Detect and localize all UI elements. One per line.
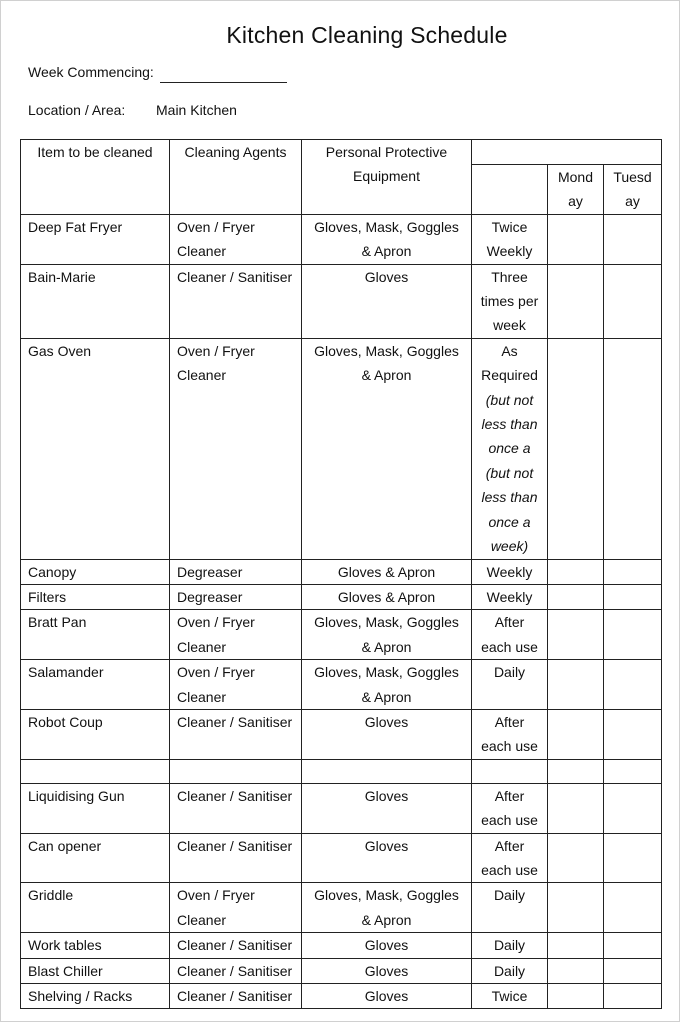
tuesday-cell[interactable]	[604, 584, 662, 609]
item-cell: Canopy	[21, 559, 170, 584]
monday-cell[interactable]	[548, 833, 604, 883]
frequency-cell: Daily	[472, 660, 548, 710]
frequency-cell: Weekly	[472, 584, 548, 609]
location-area-label: Location / Area:	[28, 102, 126, 118]
ppe-cell: Gloves, Mask, Goggles & Apron	[302, 883, 472, 933]
header-agents: Cleaning Agents	[170, 140, 302, 215]
monday-cell[interactable]	[548, 660, 604, 710]
table-row	[21, 264, 662, 338]
table-row	[21, 958, 662, 983]
table-row	[21, 833, 662, 883]
monday-cell[interactable]	[548, 783, 604, 833]
agent-cell: Cleaner / Sanitiser	[170, 709, 302, 759]
tuesday-cell[interactable]	[604, 264, 662, 338]
agent-cell: Cleaner / Sanitiser	[170, 984, 302, 1009]
table-row-blank	[21, 759, 662, 783]
page-title: Kitchen Cleaning Schedule	[226, 22, 508, 48]
ppe-cell: Gloves & Apron	[302, 559, 472, 584]
frequency-cell: After each use	[472, 783, 548, 833]
tuesday-cell[interactable]	[604, 984, 662, 1009]
item-cell: Deep Fat Fryer	[21, 214, 170, 264]
item-cell: Griddle	[21, 883, 170, 933]
agent-cell: Oven / Fryer Cleaner	[170, 338, 302, 559]
header-ppe: Personal Protective Equipment	[302, 140, 472, 215]
tuesday-cell[interactable]	[604, 833, 662, 883]
agent-cell: Cleaner / Sanitiser	[170, 958, 302, 983]
location-area-value: Main Kitchen	[156, 102, 237, 118]
ppe-cell: Gloves	[302, 933, 472, 958]
table-row	[21, 933, 662, 958]
monday-cell[interactable]	[548, 264, 604, 338]
agent-cell: Cleaner / Sanitiser	[170, 833, 302, 883]
ppe-cell: Gloves	[302, 984, 472, 1009]
frequency-cell: Weekly	[472, 559, 548, 584]
tuesday-cell[interactable]	[604, 559, 662, 584]
week-commencing-blank	[160, 66, 287, 83]
item-cell: Filters	[21, 584, 170, 609]
ppe-cell: Gloves & Apron	[302, 584, 472, 609]
agent-cell: Oven / Fryer Cleaner	[170, 610, 302, 660]
agent-cell: Oven / Fryer Cleaner	[170, 883, 302, 933]
header-row	[21, 140, 662, 165]
table-row	[21, 660, 662, 710]
monday-cell[interactable]	[548, 338, 604, 559]
table-row	[21, 984, 662, 1009]
item-cell: Bratt Pan	[21, 610, 170, 660]
frequency-cell: After each use	[472, 709, 548, 759]
monday-cell[interactable]	[548, 759, 604, 783]
frequency-cell: Daily	[472, 883, 548, 933]
header-item: Item to be cleaned	[21, 140, 170, 215]
frequency-cell: After each use	[472, 833, 548, 883]
frequency-cell: Twice	[472, 984, 548, 1009]
table-row	[21, 584, 662, 609]
monday-cell[interactable]	[548, 709, 604, 759]
ppe-cell[interactable]	[302, 759, 472, 783]
frequency-cell: Three times per week	[472, 264, 548, 338]
agent-cell: Cleaner / Sanitiser	[170, 264, 302, 338]
tuesday-cell[interactable]	[604, 933, 662, 958]
header-frequency	[472, 165, 548, 215]
table-row	[21, 214, 662, 264]
ppe-cell: Gloves, Mask, Goggles & Apron	[302, 610, 472, 660]
frequency-cell: Daily	[472, 933, 548, 958]
ppe-cell: Gloves	[302, 709, 472, 759]
agent-cell[interactable]	[170, 759, 302, 783]
agent-cell: Oven / Fryer Cleaner	[170, 214, 302, 264]
table-row	[21, 610, 662, 660]
ppe-cell: Gloves, Mask, Goggles & Apron	[302, 660, 472, 710]
tuesday-cell[interactable]	[604, 610, 662, 660]
frequency-cell: Daily	[472, 958, 548, 983]
monday-cell[interactable]	[548, 883, 604, 933]
frequency-cell: As Required (but not less than once a (but not less than once a week)	[472, 338, 548, 559]
ppe-cell: Gloves	[302, 783, 472, 833]
table-row	[21, 783, 662, 833]
ppe-cell: Gloves, Mask, Goggles & Apron	[302, 338, 472, 559]
item-cell: Shelving / Racks	[21, 984, 170, 1009]
table-row	[21, 709, 662, 759]
item-cell: Robot Coup	[21, 709, 170, 759]
item-cell: Bain-Marie	[21, 264, 170, 338]
cleaning-schedule-table	[20, 139, 662, 1009]
monday-cell[interactable]	[548, 958, 604, 983]
table-row	[21, 338, 662, 559]
item-cell[interactable]	[21, 759, 170, 783]
header-tuesday: Tuesd ay	[604, 165, 662, 215]
tuesday-cell[interactable]	[604, 660, 662, 710]
item-cell: Can opener	[21, 833, 170, 883]
frequency-cell: After each use	[472, 610, 548, 660]
monday-cell[interactable]	[548, 559, 604, 584]
header-days-group	[472, 140, 662, 165]
ppe-cell: Gloves, Mask, Goggles & Apron	[302, 214, 472, 264]
tuesday-cell[interactable]	[604, 709, 662, 759]
item-cell: Blast Chiller	[21, 958, 170, 983]
tuesday-cell[interactable]	[604, 883, 662, 933]
item-cell: Salamander	[21, 660, 170, 710]
tuesday-cell[interactable]	[604, 783, 662, 833]
ppe-cell: Gloves	[302, 264, 472, 338]
tuesday-cell[interactable]	[604, 338, 662, 559]
tuesday-cell[interactable]	[604, 958, 662, 983]
tuesday-cell[interactable]	[604, 759, 662, 783]
table-row	[21, 883, 662, 933]
agent-cell: Degreaser	[170, 584, 302, 609]
monday-cell[interactable]	[548, 984, 604, 1009]
monday-cell[interactable]	[548, 584, 604, 609]
frequency-cell[interactable]	[472, 759, 548, 783]
header-monday: Mond ay	[548, 165, 604, 215]
tuesday-cell[interactable]	[604, 214, 662, 264]
item-cell: Liquidising Gun	[21, 783, 170, 833]
table-row	[21, 559, 662, 584]
agent-cell: Oven / Fryer Cleaner	[170, 660, 302, 710]
ppe-cell: Gloves	[302, 958, 472, 983]
monday-cell[interactable]	[548, 933, 604, 958]
agent-cell: Cleaner / Sanitiser	[170, 783, 302, 833]
agent-cell: Degreaser	[170, 559, 302, 584]
item-cell: Work tables	[21, 933, 170, 958]
week-commencing	[28, 64, 287, 83]
monday-cell[interactable]	[548, 214, 604, 264]
agent-cell: Cleaner / Sanitiser	[170, 933, 302, 958]
ppe-cell: Gloves	[302, 833, 472, 883]
frequency-cell: Twice Weekly	[472, 214, 548, 264]
item-cell: Gas Oven	[21, 338, 170, 559]
week-commencing-label: Week Commencing:	[28, 64, 154, 80]
monday-cell[interactable]	[548, 610, 604, 660]
